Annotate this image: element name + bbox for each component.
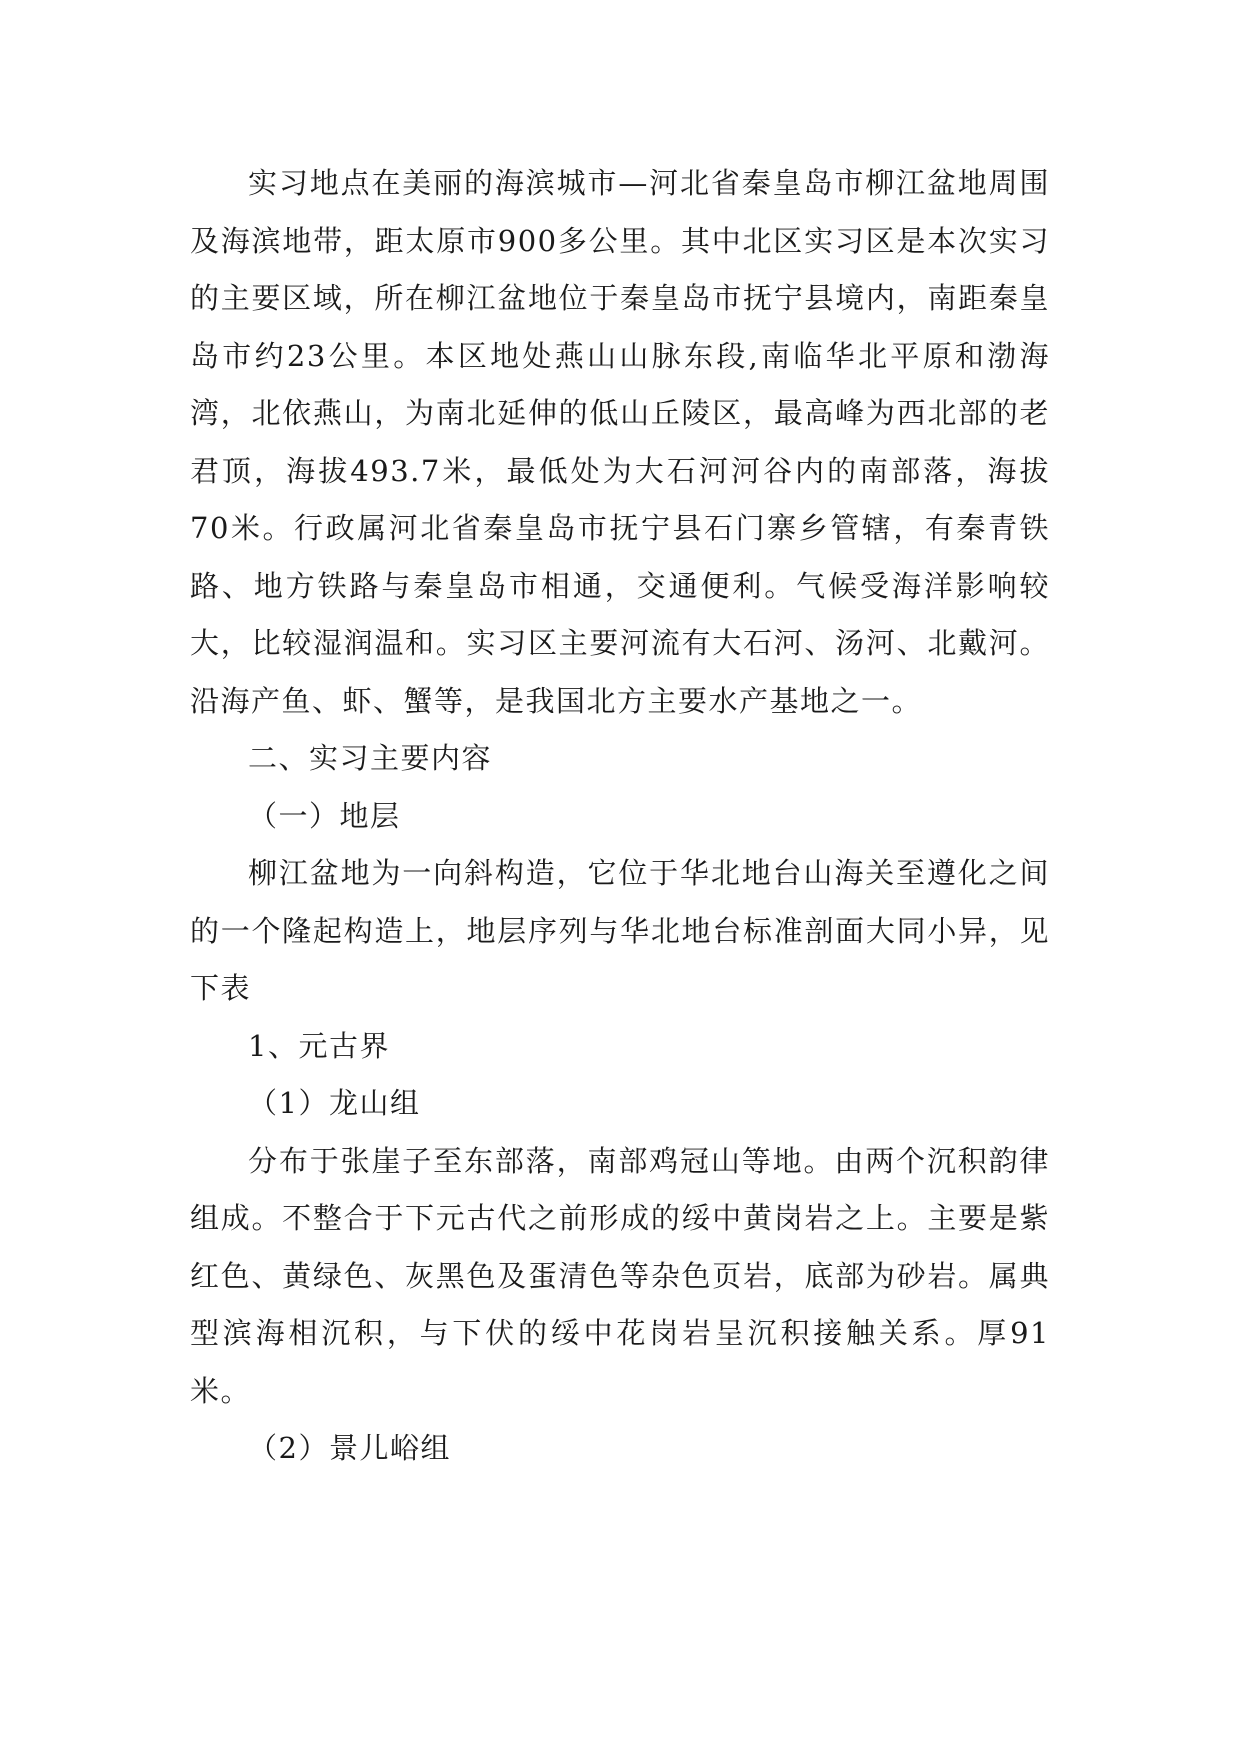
- heading-longshan-formation: （1）龙山组: [248, 1086, 421, 1120]
- section-heading-main-content: 二、实习主要内容: [248, 741, 493, 775]
- subsection-heading-strata: （一）地层: [248, 798, 401, 833]
- paragraph-location: 实习地点在美丽的海滨城市—河北省秦皇岛市柳江盆地周围及海滨地带，距太原市900多公里。其中北区实习区是本次实习的主要区域，所在柳江盆地位于秦皇岛市抚宁县境内，南距秦皇岛市约23公里。本区地处燕山山脉东段,南临华北平原和渤海湾，北依燕山，为南北延伸的低山丘陵区，最高峰为西北部的老君顶，海拔493.7米，最低处为大石河河谷内的南部落，海拔70米。行政属河北省秦皇岛市抚宁县石门寨乡管辖，有秦青铁路、地方铁路与秦皇岛市相通，交通便利。气候受海洋影响较大，比较湿润温和。实习区主要河流有大石河、汤河、北戴河。沿海产鱼、虾、蟹等，是我国北方主要水产基地之一。: [190, 166, 1050, 718]
- heading-proterozoic: 1、元古界: [248, 1028, 390, 1063]
- document-body: [190, 155, 1050, 1478]
- paragraph-longshan-formation: 分布于张崖子至东部落，南部鸡冠山等地。由两个沉积韵律组成。不整合于下元古代之前形成的绥中黄岗岩之上。主要是紫红色、黄绿色、灰黑色及蛋清色等杂色页岩，底部为砂岩。属典型滨海相沉积，与下伏的绥中花岗岩呈沉积接触关系。厚91米。: [190, 1143, 1050, 1408]
- paragraph-strata-intro: 柳江盆地为一向斜构造，它位于华北地台山海关至遵化之间的一个隆起构造上，地层序列与华北地台标准剖面大同小异，见下表: [190, 856, 1050, 1005]
- heading-jingeryu-formation: （2）景儿峪组: [248, 1431, 451, 1465]
